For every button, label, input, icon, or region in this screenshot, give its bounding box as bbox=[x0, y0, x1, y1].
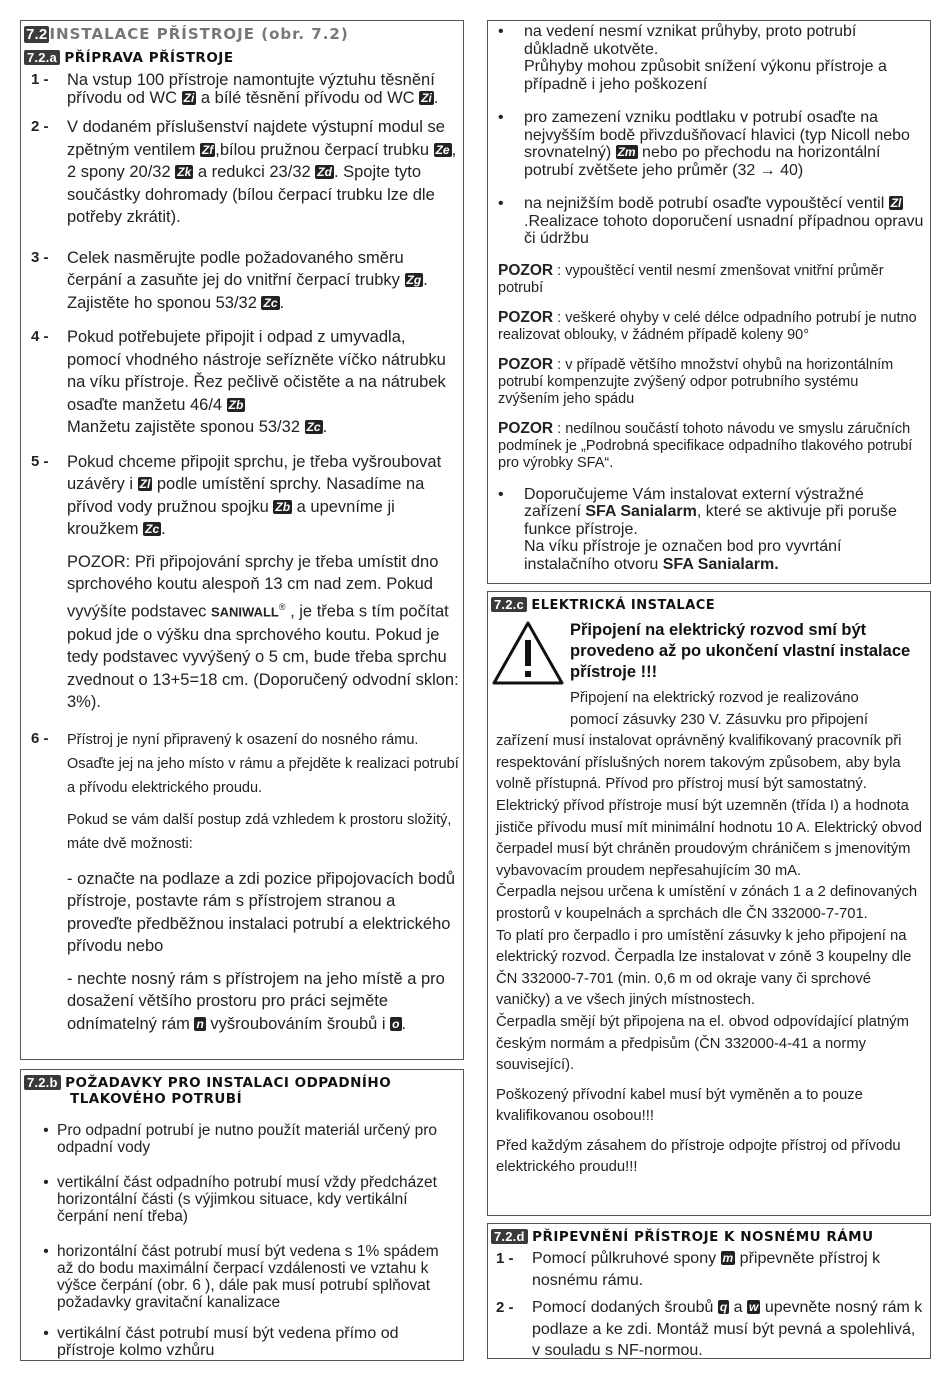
electrical-paragraph: Čerpadla nejsou určena k umístění v zónách 1 a 2 definovaných prostorů v koupelnách a sprchách dle ČN 332000-7-701. bbox=[496, 884, 918, 922]
part-code: Zg bbox=[406, 273, 422, 287]
section-7-2-a-heading bbox=[24, 49, 234, 67]
part-code: o bbox=[392, 1016, 400, 1031]
requirement-item: • pro zamezení vzniku podtlaku v potrubí osaďte na nejvyšším bodě přivzdušňovací hlavici (typ Nicoll nebo srovnatelný) Zm nebo po přechodu na horizontální potrubí zvětšete jeho průměr (32 → 40) bbox=[498, 109, 910, 179]
electrical-paragraph: Před každým zásahem do přístroje odpojte přístroj od přívodu elektrického proudu!!! bbox=[496, 1137, 901, 1176]
section-title-line1: POŽADAVKY PRO INSTALACI ODPADNÍHO bbox=[65, 1075, 392, 1091]
step-6: 6 - Přístroj je nyní připravený k osazení do nosného rámu. Osaďte jej na jeho místo v rámu a přejděte k realizaci potrubí a přívodu elektrického proudu. bbox=[31, 729, 459, 796]
section-title-line2: TLAKOVÉHO POTRUBÍ bbox=[70, 1091, 243, 1107]
part-code: Zi bbox=[183, 91, 195, 105]
alarm-recommendation: • Doporučujeme Vám instalovat externí výstražné zařízení SFA Sanialarm, které se aktivuje při poruše funkce přístroje. Na víku přístroje je označen bod pro vyvrtání instalačního otvoru SFA Sanialarm. bbox=[498, 485, 897, 573]
requirement-item: • vertikální část potrubí musí být vedena přímo od přístroje kolmo vzhůru bbox=[43, 1325, 399, 1359]
part-code: Zk bbox=[177, 165, 192, 179]
electrical-paragraph: Připojení na elektrický rozvod je realizováno bbox=[570, 690, 859, 706]
part-code: Zc bbox=[263, 295, 278, 310]
section-badge: 7.2.d bbox=[491, 1229, 528, 1244]
electrical-paragraph: zařízení musí instalovat oprávněný kvalifikovaný pracovník při respektování příslušných norem takovým způsobem, aby byla volně přístupná. Přívod pro přístroj musí být samostatný. Elektrický přívod přístroje musí být uzemněn (třída I) a hodnota jističe přívodu musí mít minimální hodnotu 10 A. Elektrický obvod čerpadel musí být chráněn proudovým chráničem s jmenovitým vybavovacím proudem nepřesahujícím 30 mA. bbox=[496, 733, 923, 879]
section-7-2-b-box bbox=[20, 1069, 464, 1361]
section-7-2-box bbox=[20, 20, 464, 1060]
part-code: w bbox=[749, 1300, 759, 1314]
electrical-paragraph: To platí pro čerpadlo i pro umístění zásuvky k jeho připojení na elektrický rozvod. Čerpadla lze instalovat v zóně 3 koupelny dle ČN 332000-7-701 (min. 0,6 m od okraje vany či sprchové vaničky) a ve všech jiných místnostech. bbox=[496, 927, 912, 1009]
option-1: - označte na podlaze a zdi pozice připojovacích bodů přístroje, postavte rám s přístrojem stranou a proveďte předběžnou instalaci potrubí a elektrického přívodu nebo bbox=[67, 869, 455, 955]
option-2: - nechte nosný rám s přístrojem na jeho místě a pro dosažení většího prostoru pro práci sejměte odnímatelný rám n vyšroubováním šroubů i o . bbox=[67, 969, 445, 1033]
part-code: Zl bbox=[890, 196, 902, 210]
step-4: 4 - Pokud potřebujete připojit i odpad z umyvadla, pomocí vhodného nástroje seřízněte víčko nátrubku na víku přístroje. Řez pečlivě očistěte a na nátrubek osaďte manžetu 46/4 Zb Manžetu zajistěte sponou 53/32 Zc . bbox=[31, 328, 446, 436]
section-7-2-d-heading bbox=[491, 1228, 874, 1246]
warning-triangle-icon bbox=[492, 620, 564, 686]
section-title: INSTALACE PŘÍSTROJE (obr. 7.2) bbox=[49, 25, 349, 43]
part-code: Zm bbox=[617, 145, 636, 159]
electrical-paragraph: Čerpadla smějí být připojena na el. obvod odpovídající platným českým normám a předpisům (ČN 332000-4-41 a normy související). bbox=[496, 1013, 909, 1074]
step-5: 5 - Pokud chceme připojit sprchu, je třeba vyšroubovat uzávěry i Zl podle umístění sprchy. Nasadíme na přívod vody pružnou spojku Zb a upevníme ji kroužkem Zc . bbox=[31, 452, 442, 538]
section-badge: 7.2.b bbox=[24, 1075, 61, 1090]
step-6-extra: Pokud se vám další postup zdá vzhledem k prostoru složitý, máte dvě možnosti: bbox=[67, 811, 452, 852]
requirement-item: • na nejnižším bodě potrubí osaďte vypouštěcí ventil Zl.Realizace tohoto doporučení usnadní případnou opravu či údržbu bbox=[498, 195, 924, 247]
part-code: Zb bbox=[275, 499, 291, 514]
requirement-item: • Pro odpadní potrubí je nutno použít materiál určený pro odpadní vody bbox=[43, 1122, 437, 1156]
section-title: ELEKTRICKÁ INSTALACE bbox=[531, 598, 716, 613]
brand-name: SANIWALL bbox=[210, 604, 279, 619]
electrical-paragraph: pomocí zásuvky 230 V. Zásuvku pro připojení bbox=[570, 711, 869, 728]
section-7-2-d-box bbox=[487, 1223, 931, 1359]
warning-note: POZOR : vypouštěcí ventil nesmí zmenšovat vnitřní průměr potrubí bbox=[498, 261, 884, 296]
step-5-warning: POZOR: Při připojování sprchy je třeba umístit dno sprchového koutu alespoň 13 cm nad zem. Pokud vyvýšíte podstavec SANIWALL® , je třeba s tím počítat pokud jde o výšku dna sprchového koutu. Pokud je tedy podstavec vyvýšený o 5 cm, bude třeba sprchu zvednout o 13+5=18 cm. (Doporučený odvodní sklon: 3%). bbox=[67, 552, 459, 711]
requirement-item: • vertikální část odpadního potrubí musí vždy předcházet horizontální části (s výjimkou situace, kdy vertikální čerpání není třeba) bbox=[43, 1174, 437, 1225]
step-1: 1 - Pomocí půlkruhové spony m připevněte přístroj k nosnému rámu. bbox=[496, 1250, 881, 1289]
section-badge: 7.2 bbox=[26, 26, 48, 43]
part-code: Zc bbox=[145, 522, 160, 536]
step-2: 2 - Pomocí dodaných šroubů q a w upevněte nosný rám k podlaze a ke zdi. Montáž musí být pevná a spolehlivá, v souladu s NF-normou. bbox=[496, 1299, 923, 1359]
section-title: PŘIPEVNĚNÍ PŘÍSTROJE K NOSNÉMU RÁMU bbox=[532, 1229, 874, 1245]
section-title: PŘÍPRAVA PŘÍSTROJE bbox=[64, 50, 234, 66]
part-code: n bbox=[196, 1016, 204, 1031]
requirement-item: • horizontální část potrubí musí být vedena s 1% spádem až do bodu maximální čerpací vzdálenosti ve vztahu k výšce čerpání (obr. 6 ), dále pak musí potrubí splňovat požadavky gravitační kanalizace bbox=[43, 1243, 439, 1311]
section-badge: 7.2.a bbox=[24, 50, 60, 65]
section-7-2-c-heading bbox=[491, 596, 715, 614]
requirement-item: • na vedení nesmí vznikat průhyby, proto potrubí důkladně ukotvěte. Průhyby mohou způsobit snížení výkonu přístroje a případně i jeho poškození bbox=[498, 23, 887, 93]
step-1: 1 - Na vstup 100 přístroje namontujte výztuhu těsnění přívodu od WC Zi a bílé těsnění přívodu od WC Zi . bbox=[31, 71, 439, 107]
section-7-2-c-box bbox=[487, 591, 931, 1216]
part-code: q bbox=[719, 1300, 728, 1314]
part-code: Ze bbox=[435, 142, 450, 157]
electrical-warning: Připojení na elektrický rozvod smí být provedeno až po ukončení vlastní instalace přístroje !!! bbox=[570, 621, 911, 681]
section-7-2-b-heading bbox=[24, 1075, 391, 1107]
part-code: Zd bbox=[317, 165, 332, 179]
section-badge: 7.2.c bbox=[491, 597, 527, 612]
warning-note: POZOR : v případě většího množství ohybů na horizontálním potrubí kompenzujte zvýšený odpor potrubního systému zvýšením jeho spádu bbox=[498, 355, 894, 407]
warning-note: POZOR : veškeré ohyby v celé délce odpadního potrubí je nutno realizovat oblouky, v žádném případě koleny 90° bbox=[498, 308, 917, 343]
part-code: Zc bbox=[306, 420, 321, 434]
part-code: Zf bbox=[201, 142, 214, 157]
part-code: m bbox=[722, 1251, 734, 1265]
step-3: 3 - Celek nasměrujte podle požadovaného směru čerpání a zasuňte jej do vnitřní čerpací trubky Zg . Zajistěte ho sponou 53/32 Zc . bbox=[31, 248, 428, 312]
section-7-2-heading bbox=[24, 25, 349, 44]
pipe-requirements-continued-box bbox=[487, 20, 931, 584]
part-code: Zl bbox=[139, 477, 151, 491]
electrical-paragraph: Poškozený přívodní kabel musí být vyměněn a to pouze kvalifikovanou osobou!!! bbox=[496, 1086, 863, 1125]
warning-note: POZOR : nedílnou součástí tohoto návodu ve smyslu záručních podmínek je „Podrobná specifikace odpadního tlakového potrubí pro výrobky SFA“. bbox=[498, 419, 913, 471]
step-2: 2 - V dodaném příslušenství najdete výstupní modul se zpětným ventilem Zf ,bílou pružnou čerpací trubku Ze , 2 spony 20/32 Zk a redukci 23/32 Zd . Spojte tyto součástky dohromady (bílou čerpací trubku lze dle potřeby zkrátit). bbox=[31, 118, 457, 226]
part-code: Zi bbox=[421, 91, 432, 105]
part-code: Zb bbox=[228, 397, 244, 412]
